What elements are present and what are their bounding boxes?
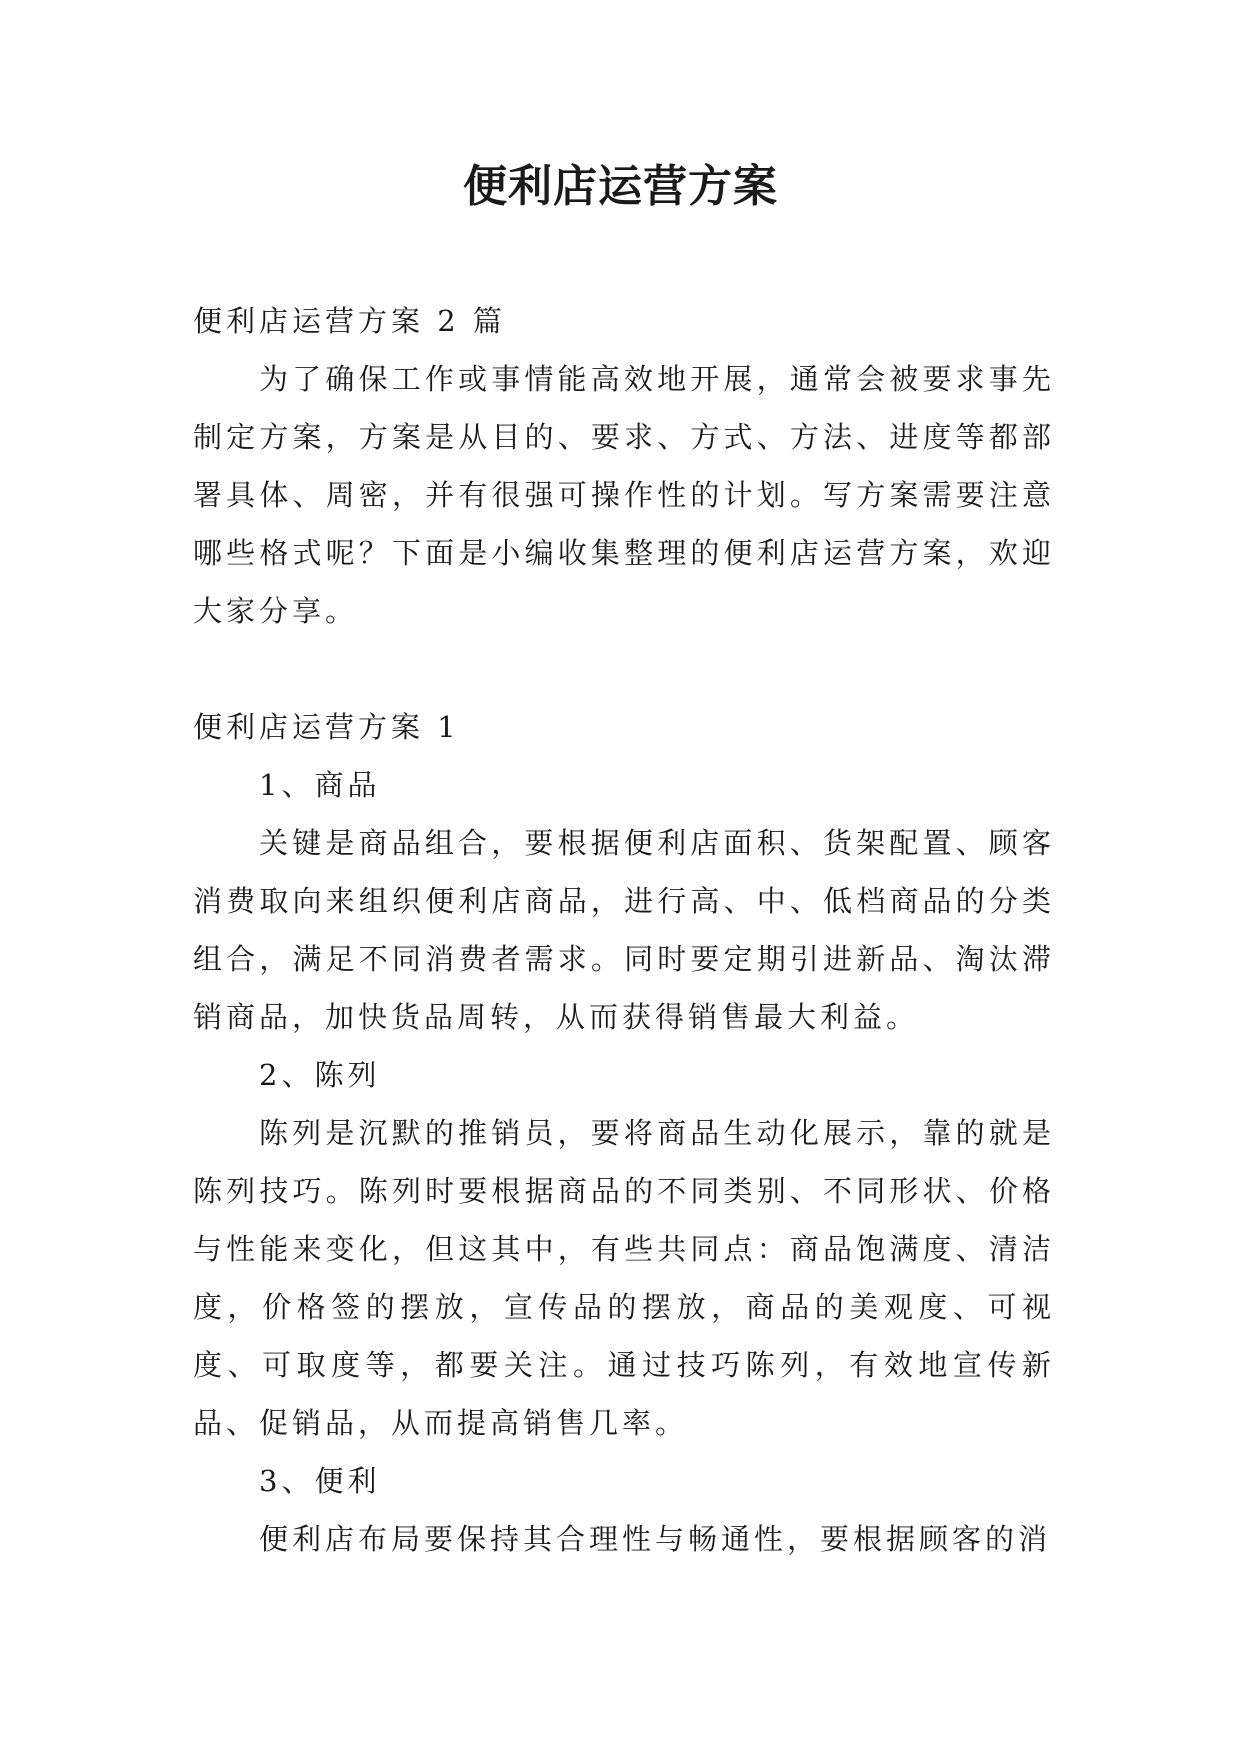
item-body-2: 陈列是沉默的推销员，要将商品生动化展示，靠的就是陈列技巧。陈列时要根据商品的不同类别、不同形状、价格与性能来变化，但这其中，有些共同点：商品饱满度、清洁度，价格签的摆放，宣传品的摆放，商品的美观度、可视度、可取度等，都要关注。通过技巧陈列，有效地宣传新品、促销品，从而提高销售几率。 xyxy=(193,1116,1055,1440)
item-heading-2: 2、陈列 xyxy=(259,1058,381,1092)
item-heading-3: 3、便利 xyxy=(259,1464,381,1498)
item-heading-1: 1、商品 xyxy=(259,768,381,802)
item-body-1: 关键是商品组合，要根据便利店面积、货架配置、顾客消费取向来组织便利店商品，进行高、中、低档商品的分类组合，满足不同消费者需求。同时要定期引进新品、淘汰滞销商品，加快货品周转，从而获得销售最大利益。 xyxy=(193,826,1055,1034)
document-header-line: 便利店运营方案 2 篇 xyxy=(193,304,506,338)
section-title: 便利店运营方案 1 xyxy=(193,710,460,744)
item-body-3: 便利店布局要保持其合理性与畅通性，要根据顾客的消 xyxy=(259,1522,1052,1556)
document-body xyxy=(193,292,1055,1568)
document-title: 便利店运营方案 xyxy=(463,161,778,212)
intro-paragraph: 为了确保工作或事情能高效地开展，通常会被要求事先制定方案，方案是从目的、要求、方式、方法、进度等都部署具体、周密，并有很强可操作性的计划。写方案需要注意哪些格式呢？下面是小编收集整理的便利店运营方案，欢迎大家分享。 xyxy=(193,362,1055,628)
section-gap xyxy=(193,640,1055,698)
